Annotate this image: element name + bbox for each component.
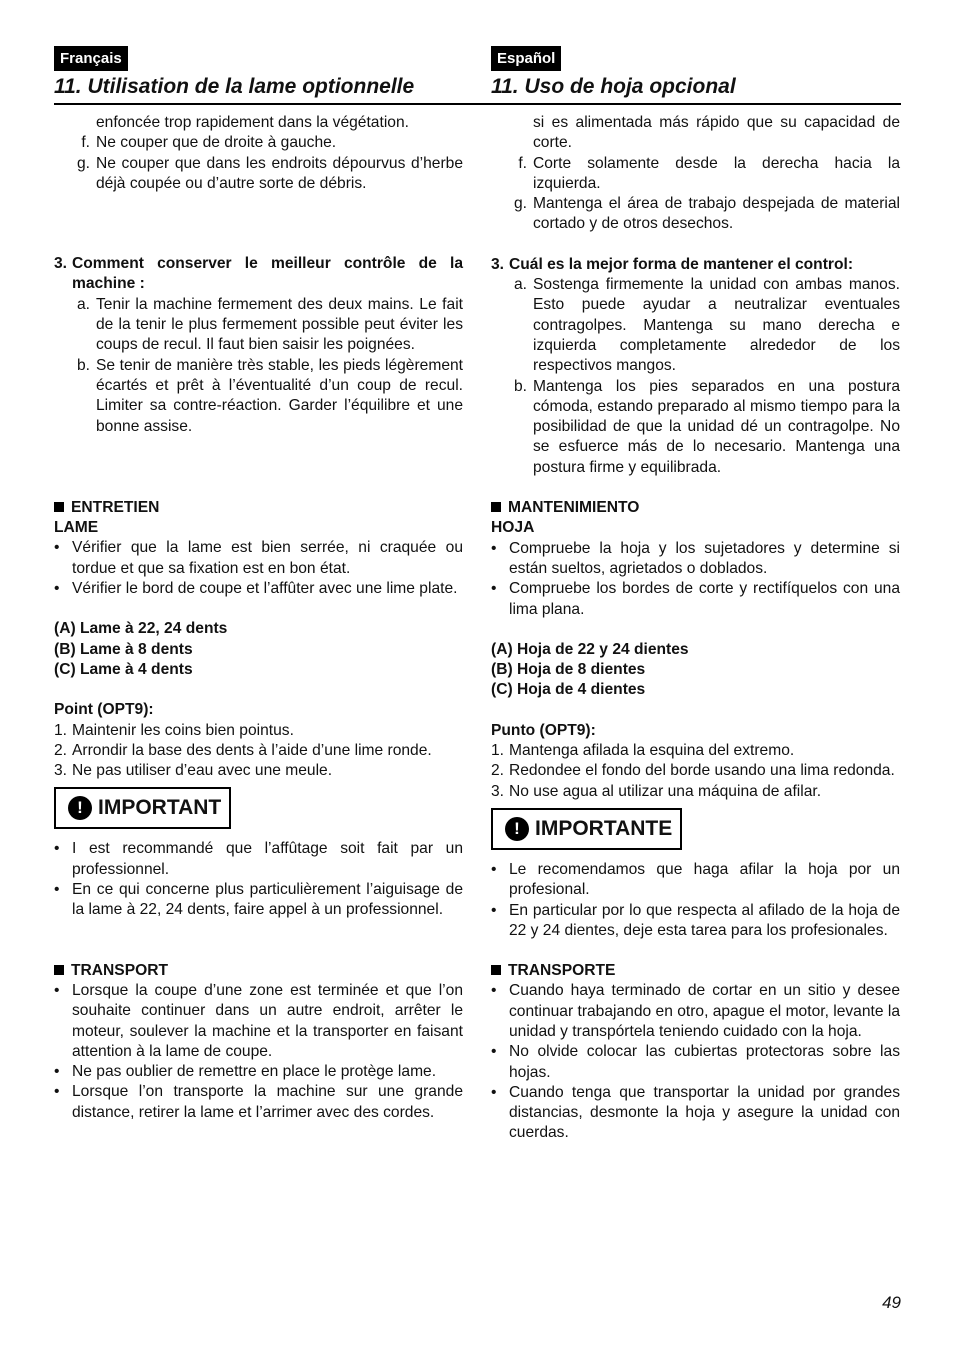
numbered-item: 2. Arrondir la base des dents à l’aide d’une lime ronde. bbox=[54, 741, 432, 759]
numbered-item: 2. Redondee el fondo del borde usando una lima redonda. bbox=[491, 762, 895, 780]
bullet-item: • Compruebe la hoja y los sujetadores y determine si están sueltos, agrietados o doblados. bbox=[491, 539, 900, 577]
bullet-item: • Cuando haya terminado de cortar en un sitio y desee continuar trabajando en otro, apague el motor, levante la unidad y transpórtela teniendo cuidado con la hoja. bbox=[491, 982, 900, 1040]
bullet-item: • I est recommandé que l’affûtage soit fait par un professionnel. bbox=[54, 840, 463, 878]
blade-type-a: (A) Hoja de 22 y 24 dientes bbox=[491, 640, 689, 658]
blade-heading: LAME bbox=[54, 519, 99, 537]
maintenance-heading: ENTRETIEN bbox=[54, 498, 463, 518]
maintenance-heading: MANTENIMIENTO bbox=[491, 498, 900, 518]
bullet-item: • En particular por lo que respecta al afilado de la hoja de 22 y 24 dientes, deje esta tarea para los profesionales. bbox=[491, 901, 900, 939]
language-tab-french: Français bbox=[54, 46, 128, 71]
important-box bbox=[491, 808, 682, 850]
list-item-g: g. Ne couper que dans les endroits dépourvus d’herbe déjà coupée ou d’autre sorte de débris. bbox=[76, 154, 463, 192]
transport-heading: TRANSPORT bbox=[54, 961, 463, 981]
important-box bbox=[54, 787, 231, 829]
important-label: IMPORTANT bbox=[98, 796, 222, 820]
section-3-heading: 3. Comment conserver le meilleur contrôle de la machine : bbox=[54, 255, 463, 293]
bullet-item: • Lorsque l’on transporte la machine sur une grande distance, retirer la lame et l’arrimer avec des cordes. bbox=[54, 1083, 463, 1121]
point-heading: Punto (OPT9): bbox=[491, 721, 596, 739]
square-bullet-icon bbox=[54, 502, 64, 512]
list-item-f: f. Ne couper que de droite à gauche. bbox=[81, 134, 337, 152]
list-item-b: b. Se tenir de manière très stable, les pieds légèrement écartés et prêt à l’éventualité d’un coup de recul. Limiter sa contre-réaction. Garder l’équilibre et une bonne assise. bbox=[76, 356, 463, 435]
blade-type-b: (B) Lame à 8 dents bbox=[54, 640, 193, 658]
column-spanish bbox=[491, 46, 900, 1142]
body-spanish bbox=[491, 113, 900, 1144]
section-3-heading: 3. Cuál es la mejor forma de mantener el control: bbox=[491, 255, 854, 273]
bullet-item: • Ne pas oublier de remettre en place le protège lame. bbox=[54, 1063, 437, 1081]
blade-type-a: (A) Lame à 22, 24 dents bbox=[54, 620, 228, 638]
bullet-item: • Lorsque la coupe d’une zone est terminée et que l’on souhaite continuer dans un autre endroit, arrêter le moteur, soulever la machine et la transporter en faisant attention à la lame de coupe. bbox=[54, 981, 463, 1060]
language-tab-spanish: Español bbox=[491, 46, 561, 71]
bullet-item: • No olvide colocar las cubiertas protectoras sobre las hojas. bbox=[491, 1043, 900, 1081]
warning-exclamation-icon: ! bbox=[505, 817, 529, 841]
bullet-item: • Compruebe los bordes de corte y rectifíquelos con una lima plana. bbox=[491, 580, 900, 618]
numbered-item: 1. Maintenir les coins bien pointus. bbox=[54, 721, 294, 739]
header-rule bbox=[54, 103, 901, 105]
numbered-item: 1. Mantenga afilada la esquina del extremo. bbox=[491, 742, 795, 760]
bullet-item: • Le recomendamos que haga afilar la hoja por un profesional. bbox=[491, 860, 900, 899]
blade-heading: HOJA bbox=[491, 519, 535, 537]
bullet-item: • En ce qui concerne plus particulièrement l’aiguisage de la lame à 22, 24 dents, faire appel à un professionnel. bbox=[54, 881, 463, 919]
numbered-item: 3. No use agua al utilizar una máquina de afilar. bbox=[491, 782, 822, 800]
page-number: 49 bbox=[882, 1293, 901, 1312]
section-title-french: 11. Utilisation de la lame optionnelle bbox=[54, 75, 415, 98]
list-item-f: f. Corte solamente desde la derecha hacia la izquierda. bbox=[518, 154, 900, 192]
blade-type-c: (C) Hoja de 4 dientes bbox=[491, 681, 646, 699]
numbered-item: 3. Ne pas utiliser d’eau avec une meule. bbox=[54, 762, 333, 780]
section-title-spanish: 11. Uso de hoja opcional bbox=[491, 75, 736, 98]
bullet-item: • Vérifier que la lame est bien serrée, ni craquée ou tordue et que sa fixation est en bon état. bbox=[54, 539, 463, 577]
list-item-b: b. Mantenga los pies separados en una postura cómoda, estando preparado al mismo tiempo para la posibilidad de que la unidad dé un contragolpe. No se esfuerce más de lo necesario. Mantenga una postura firme y equilibrada. bbox=[513, 377, 900, 476]
bullet-item: • Vérifier le bord de coupe et l’affûter avec une lime plate. bbox=[54, 580, 458, 598]
important-label: IMPORTANTE bbox=[535, 816, 673, 840]
continued-item-e: enfoncée trop rapidement dans la végétation. bbox=[96, 114, 409, 131]
square-bullet-icon bbox=[54, 965, 64, 975]
warning-exclamation-icon: ! bbox=[68, 796, 92, 820]
body-french bbox=[54, 113, 463, 1123]
square-bullet-icon bbox=[491, 965, 501, 975]
continued-item-e: si es alimentada más rápido que su capacidad de corte. bbox=[533, 114, 900, 152]
transport-heading: TRANSPORTE bbox=[491, 961, 900, 981]
list-item-a: a. Sostenga firmemente la unidad con ambas manos. Esto puede ayudar a neutralizar eventuales contragolpes. Mantenga su mano derecha e izquierda completamente alrededor de los respectivos mangos. bbox=[513, 276, 900, 375]
column-french bbox=[54, 46, 463, 1121]
point-heading: Point (OPT9): bbox=[54, 701, 154, 719]
list-item-a: a. Tenir la machine fermement des deux mains. Le fait de la tenir le plus fermement possible peut éviter les coups de recul. Il faut bien saisir les poignées. bbox=[76, 295, 463, 354]
blade-type-b: (B) Hoja de 8 dientes bbox=[491, 661, 646, 679]
bullet-item: • Cuando tenga que transportar la unidad por grandes distancias, desmonte la hoja y asegure la unidad con cuerdas. bbox=[491, 1083, 900, 1142]
square-bullet-icon bbox=[491, 502, 501, 512]
blade-type-c: (C) Lame à 4 dents bbox=[54, 660, 193, 678]
list-item-g: g. Mantenga el área de trabajo despejada de material cortado y de otros desechos. bbox=[513, 195, 900, 233]
